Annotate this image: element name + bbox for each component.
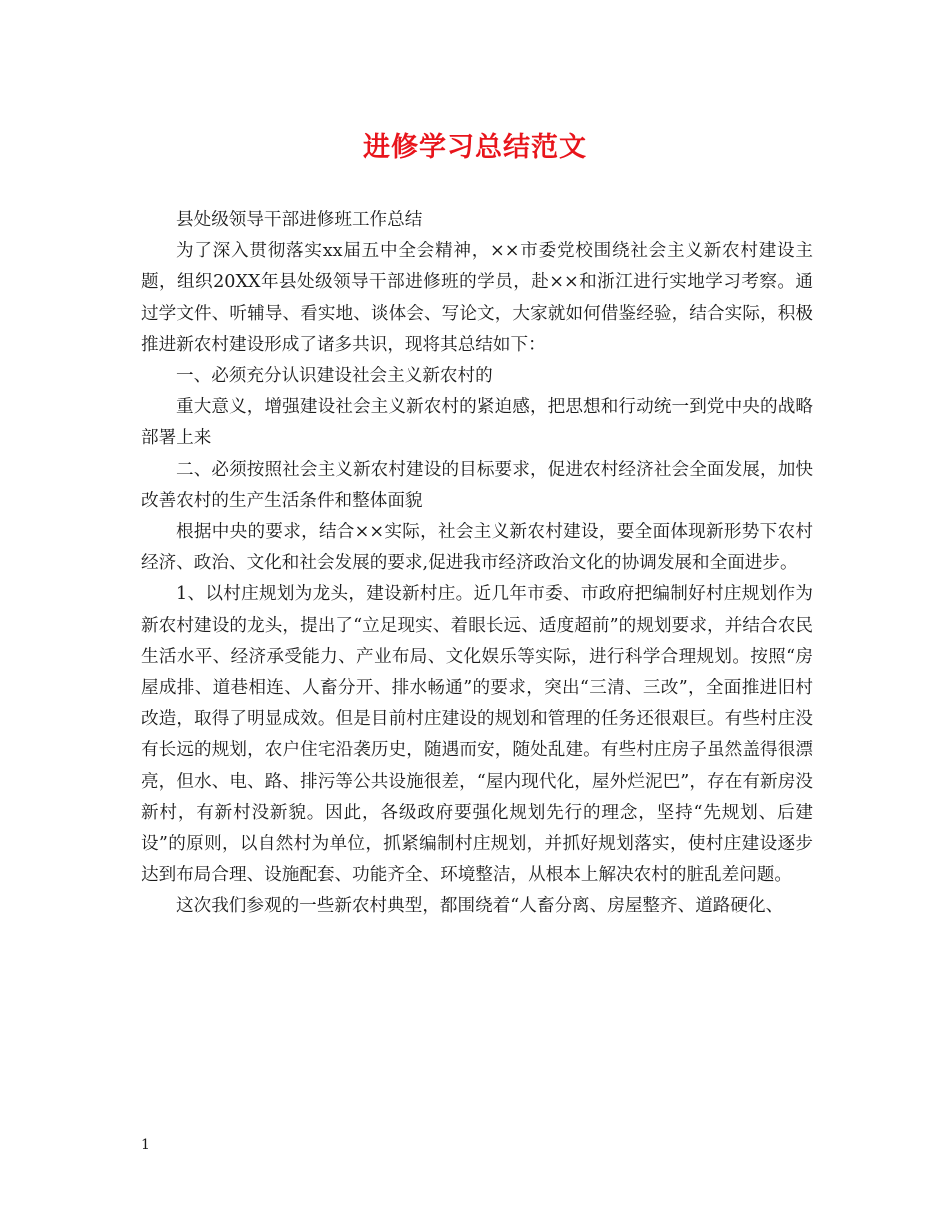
paragraph-section-two-heading: 二、必须按照社会主义新农村建设的目标要求，促进农村经济社会全面发展，加快改善农村的生产生活条件和整体面貌 bbox=[141, 459, 813, 511]
paragraph-section-one-heading: 一、必须充分认识建设社会主义新农村的 bbox=[176, 366, 493, 387]
document-body bbox=[141, 205, 813, 923]
paragraph-section-one-body: 重大意义，增强建设社会主义新农村的紧迫感，把思想和行动统一到党中央的战略部署上来 bbox=[141, 397, 813, 449]
paragraph-requirements: 根据中央的要求，结合××实际，社会主义新农村建设，要全面体现新形势下农村经济、政治、文化和社会发展的要求,促进我市经济政治文化的协调发展和全面进步。 bbox=[141, 522, 813, 574]
paragraph-intro: 为了深入贯彻落实xx届五中全会精神，××市委党校围绕社会主义新农村建设主题，组织20XX年县处级领导干部进修班的学员，赴××和浙江进行实地学习考察。通过学文件、听辅导、看实地、谈体会、写论文，大家就如何借鉴经验，结合实际，积极推进新农村建设形成了诸多共识，现将其总结如下： bbox=[141, 241, 813, 355]
page-number: 1 bbox=[141, 1137, 150, 1153]
document-title: 进修学习总结范文 bbox=[363, 132, 587, 163]
paragraph-subtitle: 县处级领导干部进修班工作总结 bbox=[176, 210, 423, 230]
paragraph-village-planning: 1、以村庄规划为龙头，建设新村庄。近几年市委、市政府把编制好村庄规划作为新农村建设的龙头，提出了“立足现实、着眼长远、适度超前”的规划要求，并结合农民生活水平、经济承受能力、产业布局、文化娱乐等实际，进行科学合理规划。按照“房屋成排、道巷相连、人畜分开、排水畅通”的要求，突出“三清、三改”，全面推进旧村改造，取得了明显成效。但是目前村庄建设的规划和管理的任务还很艰巨。有些村庄没有长远的规划，农户住宅沿袭历史，随遇而安，随处乱建。有些村庄房子虽然盖得很漂亮，但水、电、路、排污等公共设施很差，“屋内现代化，屋外烂泥巴”，存在有新房没新村，有新村没新貌。因此，各级政府要强化规划先行的理念，坚持“先规划、后建设”的原则，以自然村为单位，抓紧编制村庄规划，并抓好规划落实，使村庄建设逐步达到布局合理、设施配套、功能齐全、环境整洁，从根本上解决农村的脏乱差问题。 bbox=[141, 584, 813, 886]
paragraph-visit: 这次我们参观的一些新农村典型，都围绕着“人畜分离、房屋整齐、道路硬化、 bbox=[176, 896, 784, 917]
